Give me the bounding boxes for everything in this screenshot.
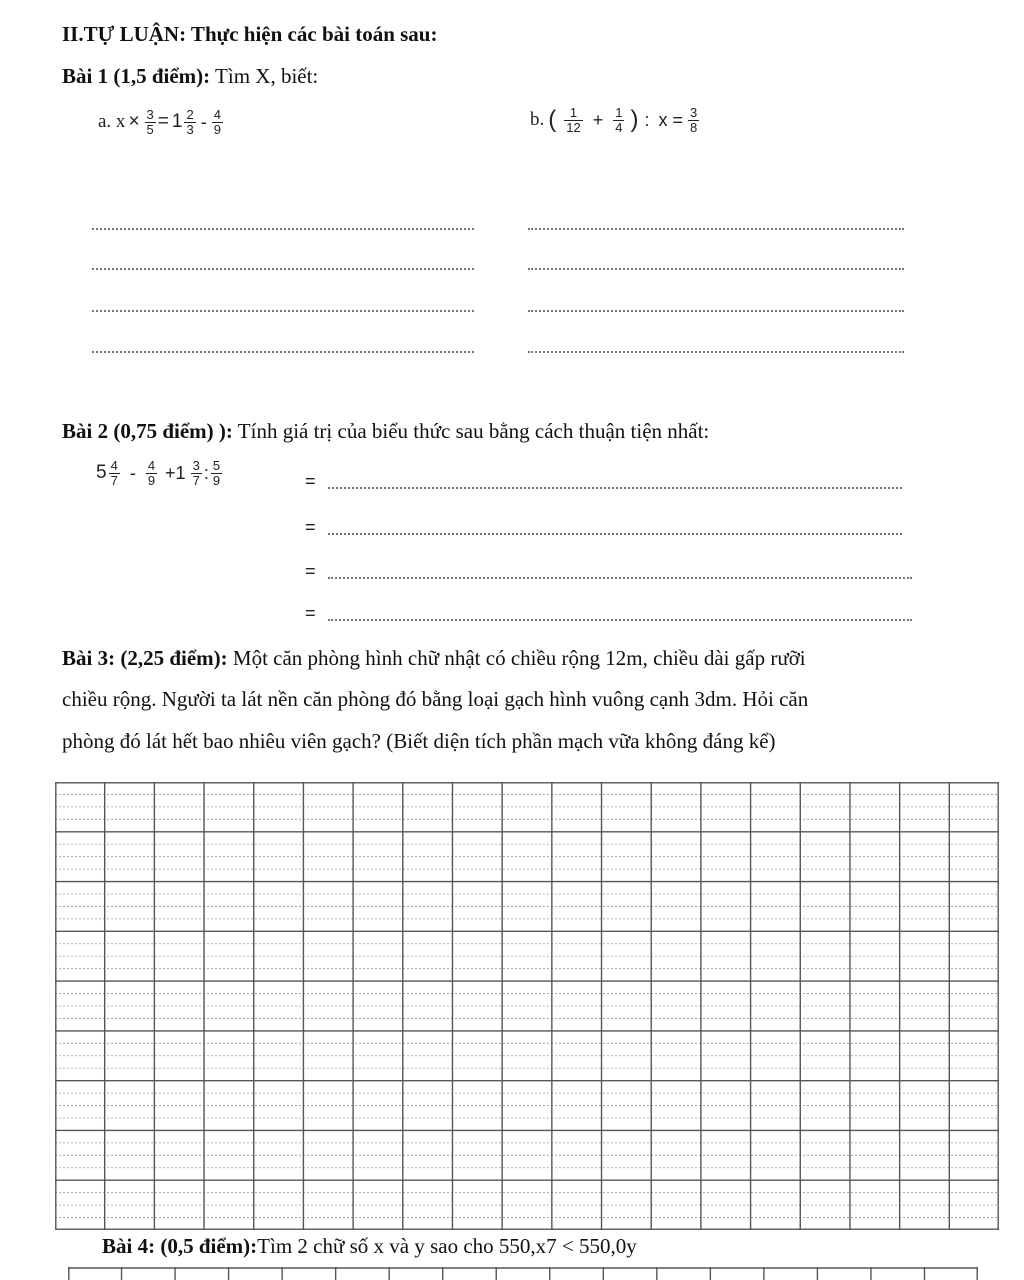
answer-line[interactable]: [328, 487, 902, 489]
bai4-label: Bài 4: (0,5 điểm):: [102, 1234, 258, 1258]
bai1-part-b: [530, 106, 701, 134]
whole-number: 5: [96, 462, 107, 484]
colon-sign: :: [644, 109, 650, 130]
times-sign: ×: [128, 111, 140, 133]
equals-sign: =: [157, 111, 169, 133]
bai2-expression: [96, 459, 224, 487]
plus-one: +1: [165, 462, 186, 483]
section-heading-prefix: II.TỰ LUẬN:: [62, 22, 187, 46]
answer-line[interactable]: [528, 310, 904, 312]
answer-line[interactable]: [328, 619, 912, 621]
bai1-part-a: [98, 108, 225, 136]
bai3-text-1: Một căn phòng hình chữ nhật có chiều rộng 12m, chiều dài gấp rưỡi: [227, 646, 806, 670]
minus-sign: -: [200, 111, 207, 132]
bai3-line-1: [62, 648, 806, 669]
bai2-prompt: [62, 421, 709, 442]
writing-grid[interactable]: [55, 782, 999, 1230]
answer-line[interactable]: [92, 310, 474, 312]
answer-line[interactable]: [528, 228, 904, 230]
writing-grid-bottom[interactable]: [68, 1267, 978, 1280]
bai4-text: Tìm 2 chữ số x và y sao cho 550,x7 < 550,0y: [257, 1234, 637, 1258]
whole-number: 1: [171, 111, 183, 133]
fraction: $\frac{1}{4}$: [615, 105, 623, 135]
answer-line[interactable]: [92, 351, 474, 353]
equals-sign: =: [305, 517, 316, 537]
fraction: $\frac{3}{5}$: [146, 107, 154, 137]
bai2-label: Bài 2 (0,75 điểm) ):: [62, 419, 233, 443]
answer-line[interactable]: [528, 268, 904, 270]
equals-sign: =: [305, 561, 316, 581]
section-heading-rest: Thực hiện các bài toán sau:: [186, 22, 438, 46]
bai4-prompt: [102, 1236, 637, 1257]
answer-line[interactable]: [92, 268, 474, 270]
fraction: $\frac{3}{7}$: [192, 458, 200, 488]
x-equals: x =: [658, 109, 683, 130]
fraction: $\frac{4}{7}$: [110, 458, 118, 488]
plus-sign: +: [592, 109, 604, 130]
fraction: $\frac{4}{9}$: [147, 458, 156, 488]
bai3-line-2: chiều rộng. Người ta lát nền căn phòng đó bằng loại gạch hình vuông cạnh 3dm. Hỏi căn: [62, 687, 809, 711]
fraction: $\frac{2}{3}$: [186, 107, 194, 137]
bai1-text: Tìm X, biết:: [210, 64, 319, 88]
fraction: $\frac{5}{9}$: [212, 458, 221, 488]
bai1-a-label: a. x: [98, 111, 126, 133]
answer-line[interactable]: [92, 228, 474, 230]
fraction: $\frac{1}{12}$: [566, 105, 581, 135]
bai3-label-2: : (2,25 điểm):: [108, 646, 228, 670]
fraction: $\frac{3}{8}$: [690, 105, 698, 135]
equals-sign: =: [305, 603, 316, 623]
equals-sign: =: [305, 471, 316, 491]
bai1-prompt: [62, 66, 318, 87]
answer-line[interactable]: [528, 351, 904, 353]
answer-line[interactable]: [328, 577, 912, 579]
fraction: $\frac{4}{9}$: [213, 107, 221, 137]
bai3-line-3: phòng đó lát hết bao nhiêu viên gạch? (Biết diện tích phần mạch vữa không đáng kể): [62, 729, 776, 753]
bai1-label: Bài 1 (1,5 điểm):: [62, 64, 211, 88]
minus-sign: -: [129, 462, 136, 483]
open-paren: (: [548, 106, 557, 134]
bai3-label: Bài 3: [62, 646, 109, 670]
bai2-text: Tính giá trị của biểu thức sau bằng cách thuận tiện nhất:: [232, 419, 710, 443]
section-heading: [62, 24, 437, 45]
close-paren: ): [630, 106, 639, 134]
colon-sign: :: [203, 462, 209, 483]
answer-line[interactable]: [328, 533, 902, 535]
bai1-b-label: b.: [530, 109, 545, 131]
